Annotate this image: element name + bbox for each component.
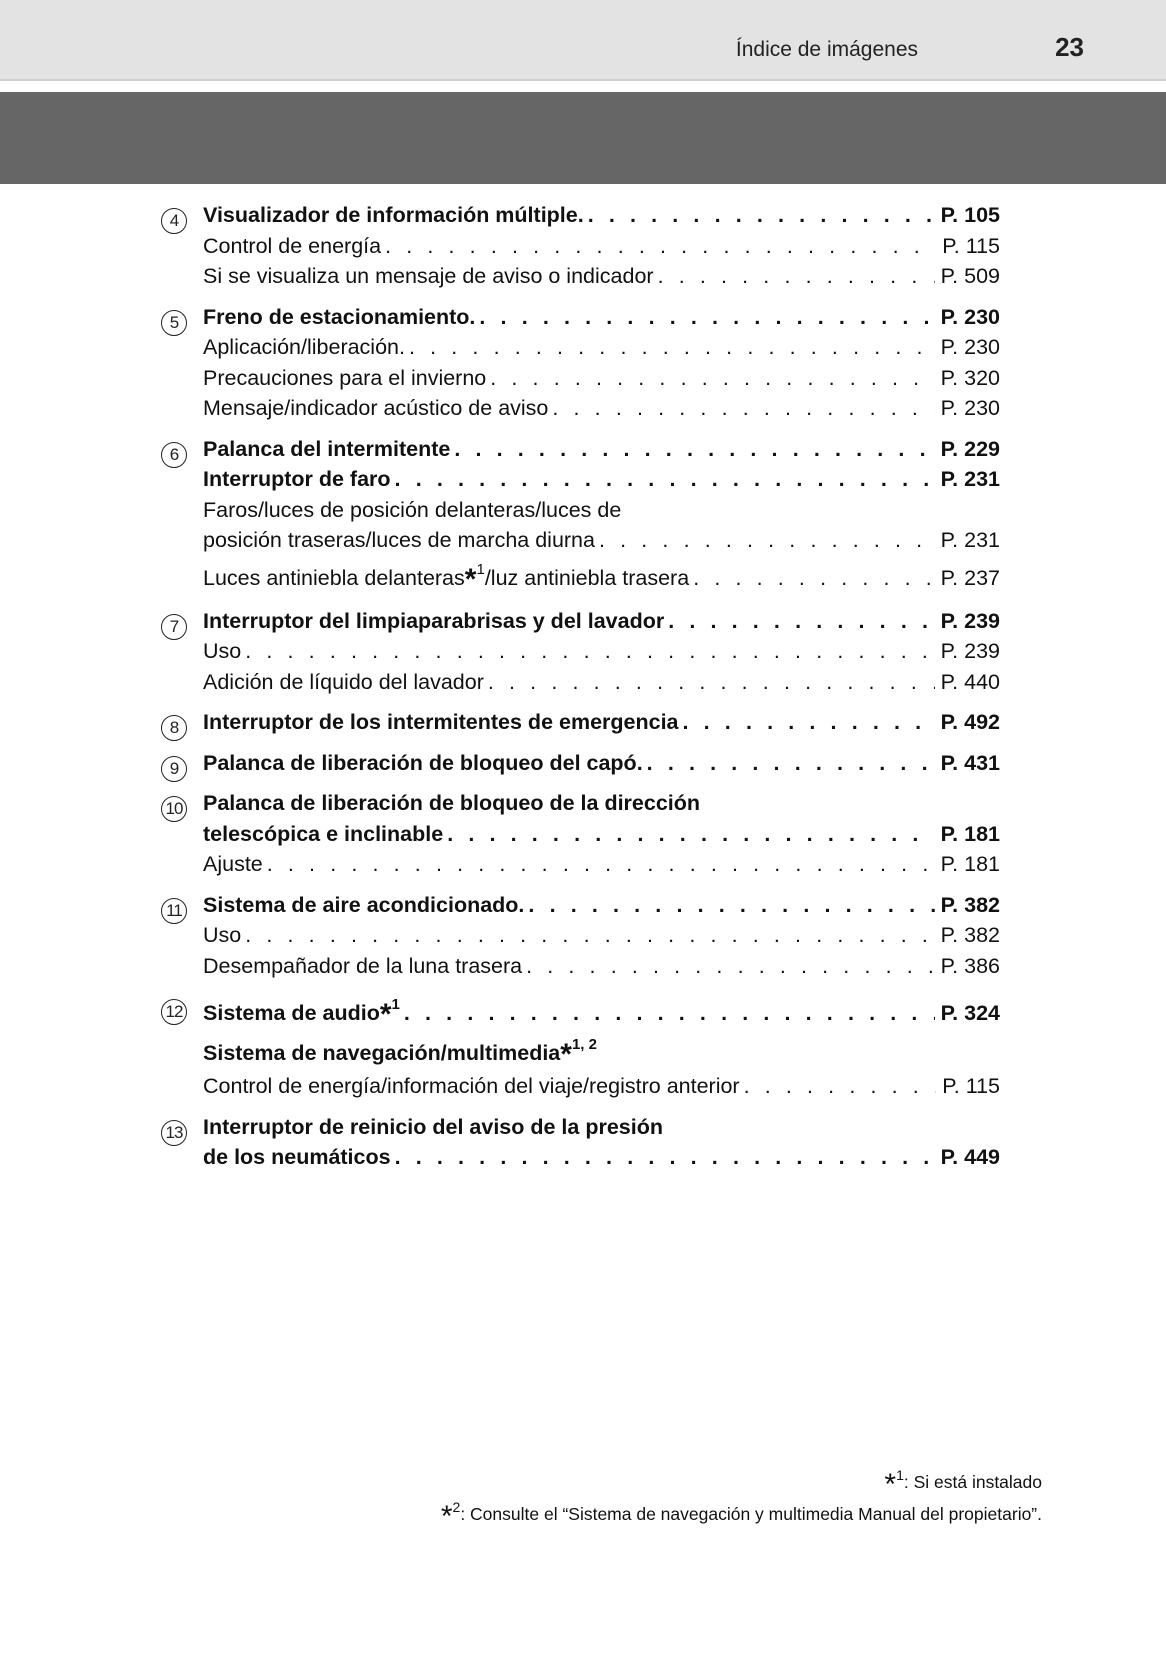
index-entry[interactable] [203,819,1000,850]
page-reference[interactable]: P. 237 [940,565,1000,590]
page-reference[interactable]: P. 382 [940,892,1000,917]
entry-text: Control de energía/información del viaje/registro anterior [203,1074,740,1098]
index-group-4 [157,200,1000,292]
entry-label [203,332,405,363]
item-number-circle: 9 [161,756,187,782]
dot-leader [479,302,934,333]
page-reference[interactable]: P. 239 [940,608,1000,633]
dot-leader [526,951,935,982]
footnote-text: : Consulte el “Sistema de navegación y multimedia Manual del propietario”. [460,1504,1042,1524]
entry-text: Precauciones para el invierno [203,365,487,390]
index-entry[interactable] [203,393,1000,424]
entry-label [203,788,700,819]
index-entry[interactable] [203,464,1000,495]
dot-leader [528,890,934,921]
entry-text: Interruptor de faro [203,467,391,491]
page-reference[interactable]: P. 431 [940,750,1000,775]
entry-text: telescópica e inclinable [203,821,444,846]
index-entry[interactable] [203,606,1000,637]
page-reference[interactable]: P. 324 [940,1001,1000,1025]
index-entry[interactable] [203,434,1000,465]
page-reference[interactable]: P. 230 [940,335,1000,359]
index-group-5 [157,302,1000,424]
index-entry[interactable] [203,849,1000,880]
entry-label [203,261,654,292]
dot-leader [267,849,935,880]
entry-label [203,1112,663,1143]
entry-text: Desempañador de la luna trasera [203,953,523,978]
index-entry[interactable] [203,525,1000,556]
index-entry[interactable] [203,951,1000,982]
dot-leader [454,434,934,465]
entry-label [203,748,643,779]
entry-text: Sistema de navegación/multimedia [203,1041,561,1065]
entry-text: Sistema de audio [203,1001,380,1025]
entry-label [203,525,595,556]
index-group-11 [157,890,1000,982]
item-number-circle: 5 [161,310,187,336]
section-title: Índice de imágenes [735,38,918,61]
entry-label [203,667,484,698]
page-reference[interactable]: P. 509 [940,264,1000,288]
entry-label [203,434,450,465]
entry-text: de los neumáticos [203,1145,391,1169]
index-entry[interactable] [203,1071,1000,1102]
footnote-star: * [440,1500,453,1533]
footnote-star: * [379,998,392,1031]
dot-leader [588,200,935,231]
item-number-circle: 7 [161,614,187,640]
index-entry [203,788,1000,819]
page-reference[interactable]: P. 386 [940,953,1000,978]
page-reference[interactable]: P. 105 [940,203,1000,227]
entry-text: Interruptor del limpiaparabrisas y del lavador [203,608,665,633]
page-reference[interactable]: P. 492 [940,710,1000,734]
page-reference[interactable]: P. 230 [940,396,1000,420]
entry-label [203,951,522,982]
dot-leader [395,1142,935,1173]
entry-text: Sistema de aire acondicionado. [203,892,525,917]
item-number-circle: 12 [161,999,187,1025]
page-reference[interactable]: P. 239 [940,639,1000,663]
dot-leader [404,991,935,1035]
entry-label [203,1142,391,1173]
index-group-8 [157,707,1000,738]
index-entry[interactable] [203,231,1000,262]
entry-text: Palanca de liberación de bloqueo del capó. [203,750,643,775]
dot-leader [490,363,934,394]
page-reference[interactable]: P. 229 [940,436,1000,461]
entry-label [203,606,664,637]
dot-leader [599,525,935,556]
entry-label [203,920,241,951]
entry-text: Uso [203,923,242,947]
page-reference[interactable]: P. 320 [940,365,1000,390]
dot-leader [658,261,935,292]
page-reference[interactable]: P. 230 [940,304,1000,329]
entry-text: Control de energía [203,233,382,258]
entry-text: Adición de líquido del lavador [203,669,484,694]
index-entry[interactable] [203,363,1000,394]
entry-text: Ajuste [203,852,263,876]
dot-leader [409,332,935,363]
dot-leader [245,920,934,951]
footnote-text: : Si está instalado [903,1472,1042,1492]
index-group-6 [157,434,1000,596]
entry-label [203,890,524,921]
entry-text: Faros/luces de posición delanteras/luces de [203,497,622,522]
entry-label [203,707,679,738]
item-number-circle: 6 [161,442,187,468]
footnote-star: * [884,1468,897,1501]
dot-leader [385,231,936,262]
item-number-circle: 13 [161,1120,187,1146]
index-group-7 [157,606,1000,698]
index-entry[interactable] [203,556,1000,596]
item-number-circle: 11 [161,898,187,924]
index-entry[interactable] [203,200,1000,231]
page-number: 23 [1055,32,1084,62]
entry-text: Freno de estacionamiento. [203,304,476,329]
entry-text: Aplicación/liberación. [203,335,405,359]
footnote-ref: 1 [476,560,485,578]
entry-label [203,556,689,603]
entry-text: Palanca del intermitente [203,436,451,461]
header-bar [0,0,1166,81]
index-entry[interactable] [203,302,1000,333]
dot-leader [552,393,934,424]
page-reference[interactable]: P. 449 [940,1145,1000,1169]
index-entry[interactable] [203,1142,1000,1173]
dot-leader [447,819,934,850]
index-entry [203,1112,1000,1143]
entry-label [203,393,548,424]
index-entry[interactable] [203,920,1000,951]
dot-leader [668,606,934,637]
page-reference[interactable]: P. 115 [942,233,1000,258]
entry-label [203,819,443,850]
page-reference[interactable]: P. 440 [940,669,1000,694]
index-entry[interactable] [203,707,1000,738]
page-reference[interactable]: P. 115 [942,1074,1000,1098]
entry-text: Interruptor de reinicio del aviso de la presión [203,1114,663,1139]
page-reference[interactable]: P. 231 [940,528,1000,552]
entry-label [203,636,241,667]
footnote-1 [441,1466,1042,1501]
dot-leader [693,556,934,600]
entry-text: Mensaje/indicador acústico de aviso [203,396,549,420]
footnote-number: 2 [452,1499,461,1515]
picture-index-list [157,200,1000,1183]
footnote-ref: 1 [391,996,400,1013]
footnote-ref: 1, 2 [571,1036,597,1053]
entry-text: Visualizador de información múltiple. [203,203,584,227]
dot-leader [488,667,935,698]
index-entry [203,1031,1000,1071]
entry-label [203,495,621,526]
entry-label [203,231,381,262]
entry-label [203,363,486,394]
entry-label [203,302,475,333]
entry-text: Si se visualiza un mensaje de aviso o indicador [203,264,654,288]
index-group-9 [157,748,1000,779]
dot-leader [245,636,934,667]
entry-label [203,1071,740,1102]
item-number-circle: 10 [161,796,187,822]
entry-text: Luces antiniebla delanteras [203,565,465,590]
index-entry[interactable] [203,261,1000,292]
index-entry[interactable] [203,748,1000,779]
page-reference[interactable]: P. 382 [940,923,1000,947]
entry-label [203,200,584,231]
dot-leader [683,707,935,738]
page-reference[interactable]: P. 231 [940,467,1000,491]
header-band [0,92,1166,184]
entry-text-cont: /luz antiniebla trasera [484,565,690,590]
item-number-circle: 4 [161,208,187,234]
entry-text: posición traseras/luces de marcha diurna [203,528,595,552]
page-reference[interactable]: P. 181 [940,821,1000,846]
entry-text: Palanca de liberación de bloqueo de la dirección [203,791,701,815]
footnote-star: * [560,1038,572,1071]
entry-label [203,464,391,495]
dot-leader [744,1071,937,1102]
footnotes [440,1466,1042,1533]
entry-text: Uso [203,639,242,663]
item-number-circle: 8 [161,715,187,741]
entry-label [203,849,263,880]
index-group-12 [157,991,1000,1102]
index-group-10 [157,788,1000,880]
entry-text: Interruptor de los intermitentes de emergencia [203,710,679,734]
footnote-2 [440,1498,1042,1533]
index-entry[interactable] [203,667,1000,698]
dot-leader [395,464,935,495]
index-entry[interactable] [203,991,1000,1031]
index-entry[interactable] [203,332,1000,363]
index-entry[interactable] [203,636,1000,667]
index-group-13 [157,1112,1000,1173]
index-entry[interactable] [203,890,1000,921]
dot-leader [647,748,935,779]
footnote-star: * [464,562,477,596]
footnote-number: 1 [896,1467,904,1483]
page-reference[interactable]: P. 181 [940,852,1000,876]
index-entry [203,495,1000,526]
